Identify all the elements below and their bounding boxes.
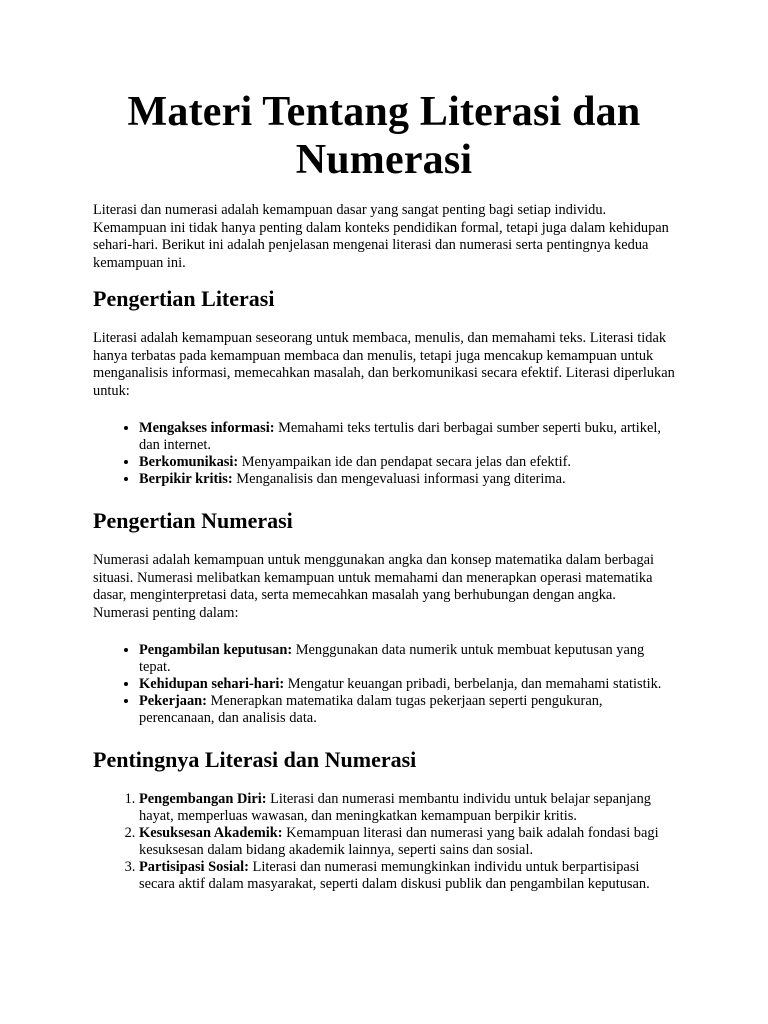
list-item-term: Pekerjaan: [139,693,207,709]
section-heading-pentingnya: Pentingnya Literasi dan Numerasi [93,747,417,772]
list-item-term: Berpikir kritis: [139,471,233,487]
list-item [139,693,675,727]
section-heading-pengertian-numerasi: Pengertian Numerasi [93,508,293,533]
section-paragraph-literasi: Literasi adalah kemampuan seseorang untuk membaca, menulis, dan memahami teks. Literasi tidak hanya terbatas pada kemampuan membaca dan menulis, tetapi juga mencakup kemampuan untuk menganalisis informasi, memecahkan masalah, dan berkomunikasi secara efektif. Literasi diperlukan untuk: [93,330,675,399]
list-item-text: Menerapkan matematika dalam tugas pekerjaan seperti pengukuran, perencanaan, dan analisis data. [139,693,603,726]
document-page [93,88,675,913]
list-item [139,825,675,859]
list-item-term: Berkomunikasi: [139,454,239,470]
list-item-term: Kesuksesan Akademik: [139,825,283,841]
list-item [139,791,675,825]
section-paragraph-numerasi: Numerasi adalah kemampuan untuk menggunakan angka dan konsep matematika dalam berbagai situasi. Numerasi melibatkan kemampuan untuk memahami dan menerapkan operasi matematika dasar, menginterpretasi data, serta memecahkan masalah yang berhubungan dengan angka. Numerasi penting dalam: [93,552,655,621]
bullet-list-numerasi [93,642,675,727]
numbered-list-pentingnya [93,791,675,893]
list-item [139,676,675,693]
list-item-term: Pengambilan keputusan: [139,642,293,658]
intro-paragraph: Literasi dan numerasi adalah kemampuan dasar yang sangat penting bagi setiap individu. Kemampuan ini tidak hanya penting dalam konteks pendidikan formal, tetapi juga dalam kehidupan sehari-hari. Berikut ini adalah penjelasan mengenai literasi dan numerasi serta pentingnya kedua kemampuan ini. [93,202,669,271]
list-item [139,859,675,893]
list-item-text: Menggunakan data numerik untuk membuat keputusan yang tepat. [139,642,645,675]
list-item-text: Menyampaikan ide dan pendapat secara jelas dan efektif. [238,454,571,470]
list-item [139,420,675,454]
list-item-term: Kehidupan sehari-hari: [139,676,285,692]
list-item-text: Literasi dan numerasi memungkinkan individu untuk berpartisipasi secara aktif dalam masyarakat, seperti dalam diskusi publik dan pengambilan keputusan. [139,859,650,892]
list-item [139,471,675,488]
bullet-list-literasi [93,420,675,488]
document-title: Materi Tentang Literasi dan Numerasi [127,89,641,183]
list-item-text: Mengatur keuangan pribadi, berbelanja, dan memahami statistik. [284,676,662,692]
list-item-term: Partisipasi Sosial: [139,859,249,875]
section-heading-pengertian-literasi: Pengertian Literasi [93,286,275,311]
list-item-text: Memahami teks tertulis dari berbagai sumber seperti buku, artikel, dan internet. [139,420,661,453]
list-item-text: Menganalisis dan mengevaluasi informasi yang diterima. [232,471,566,487]
list-item-text: Kemampuan literasi dan numerasi yang baik adalah fondasi bagi kesuksesan dalam bidang akademik lainnya, seperti sains dan sosial. [139,825,659,858]
list-item [139,454,675,471]
list-item-text: Literasi dan numerasi membantu individu untuk belajar sepanjang hayat, memperluas wawasan, dan meningkatkan kemampuan berpikir kritis. [139,791,651,824]
list-item [139,642,675,676]
list-item-term: Mengakses informasi: [139,420,275,436]
list-item-term: Pengembangan Diri: [139,791,267,807]
